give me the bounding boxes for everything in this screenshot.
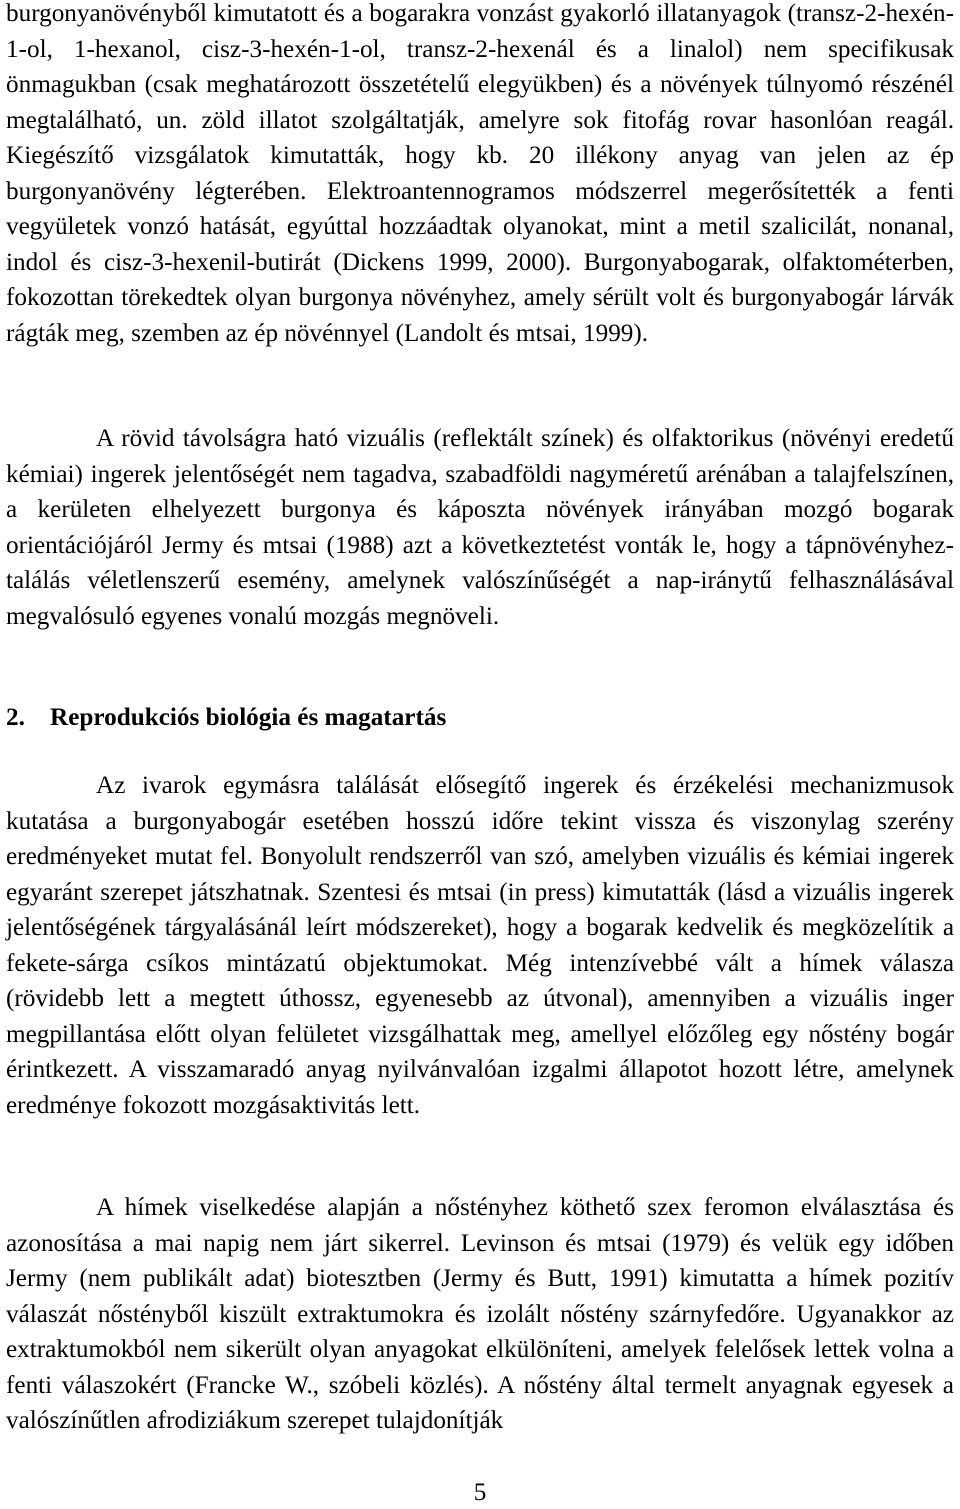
page-number: 5 (473, 1479, 487, 1506)
section-paragraph-2: A hímek viselkedése alapján a nőstényhez köthető szex feromon elválasztása és azonosítása a mai napig nem járt sikerrel. Levinson és mtsai (1979) és velük egy időben Jermy (nem publikált adat) biotesztben (Jermy és Butt, 1991) kimutatta a hímek pozitív válaszát nőstényből kiszült extraktumokra és izolált nőstény szárnyfedőre. Ugyanakkor az extraktumokból nem sikerült olyan anyagokat elkülöníteni, amelyek felelősek lettek volna a fenti válaszokért (Francke W., szóbeli közlés). A nőstény által termelt anyagnak egyesek a valószínűtlen afrodiziákum szerepet tulajdonítják (6, 1194, 954, 1434)
paragraph-2: A rövid távolságra ható vizuális (reflektált színek) és olfaktorikus (növényi eredetű kémiai) ingerek jelentőségét nem tagadva, szabadföldi nagyméretű arénában a talajfelszínen, a kerületen elhelyezett burgonya és káposzta növények irányában mozgó bogarak orientációjáról Jermy és mtsai (1988) azt a következtetést vonták le, hogy a tápnövényhez-találás véletlenszerű esemény, amelynek valószínűségét a nap-iránytű felhasználásával megvalósuló egyenes vonalú mozgás megnöveli. (6, 425, 954, 630)
paragraph-1: burgonyanövényből kimutatott és a bogarakra vonzást gyakorló illatanyagok (transz-2-hexén-1-ol, 1-hexanol, cisz-3-hexén-1-ol, transz-2-hexenál és a linalol) nem specifikusak önmagukban (csak meghatározott összetételű elegyükben) és a növények túlnyomó részénél megtalálható, un. zöld illatot szolgáltatják, amelyre sok fitofág rovar hasonlóan reagál. Kiegészítő vizsgálatok kimutatták, hogy kb. 20 illékony anyag van jelen az ép burgonyanövény légterében. Elektroantennogramos módszerrel megerősítették a fenti vegyületek vonzó hatását, egyúttal hozzáadtak olyanokat, mint a metil szalicilát, nonanal, indol és cisz-3-hexenil-butirát (Dickens 1999, 2000). Burgonyabogarak, olfaktométerben, fokozottan törekedtek olyan burgonya növényhez, amely sérült volt és burgonyabogár lárvák rágták meg, szemben az ép növénnyel (Landolt és mtsai, 1999). (6, 0, 954, 347)
section-number: 2. (6, 704, 25, 731)
section-paragraph-1: Az ivarok egymásra találását elősegítő ingerek és érzékelési mechanizmusok kutatása a burgonyabogár esetében hosszú időre tekint vissza és viszonylag szerény eredményeket mutat fel. Bonyolult rendszerről van szó, amelyben vizuális és kémiai ingerek egyaránt szerepet játszhatnak. Szentesi és mtsai (in press) kimutatták (lásd a vizuális ingerek jelentőségének tárgyalásánál leírt módszereket), hogy a bogarak kedvelik és megközelítik a fekete-sárga csíkos mintázatú objektumokat. Még intenzívebbé vált a hímek válasza (rövidebb lett a megtett úthossz, egyenesebb az útvonal), amennyiben a vizuális inger megpillantása előtt olyan felületet vizsgálhattak meg, amellyel előzőleg egy nőstény bogár érintkezett. A visszamaradó anyag nyilvánvalóan izgalmi állapotot hozott létre, amelynek eredménye fokozott mozgásaktivitás lett. (6, 772, 954, 1119)
section-heading (6, 700, 446, 736)
section-title: Reprodukciós biológia és magatartás (50, 704, 447, 731)
